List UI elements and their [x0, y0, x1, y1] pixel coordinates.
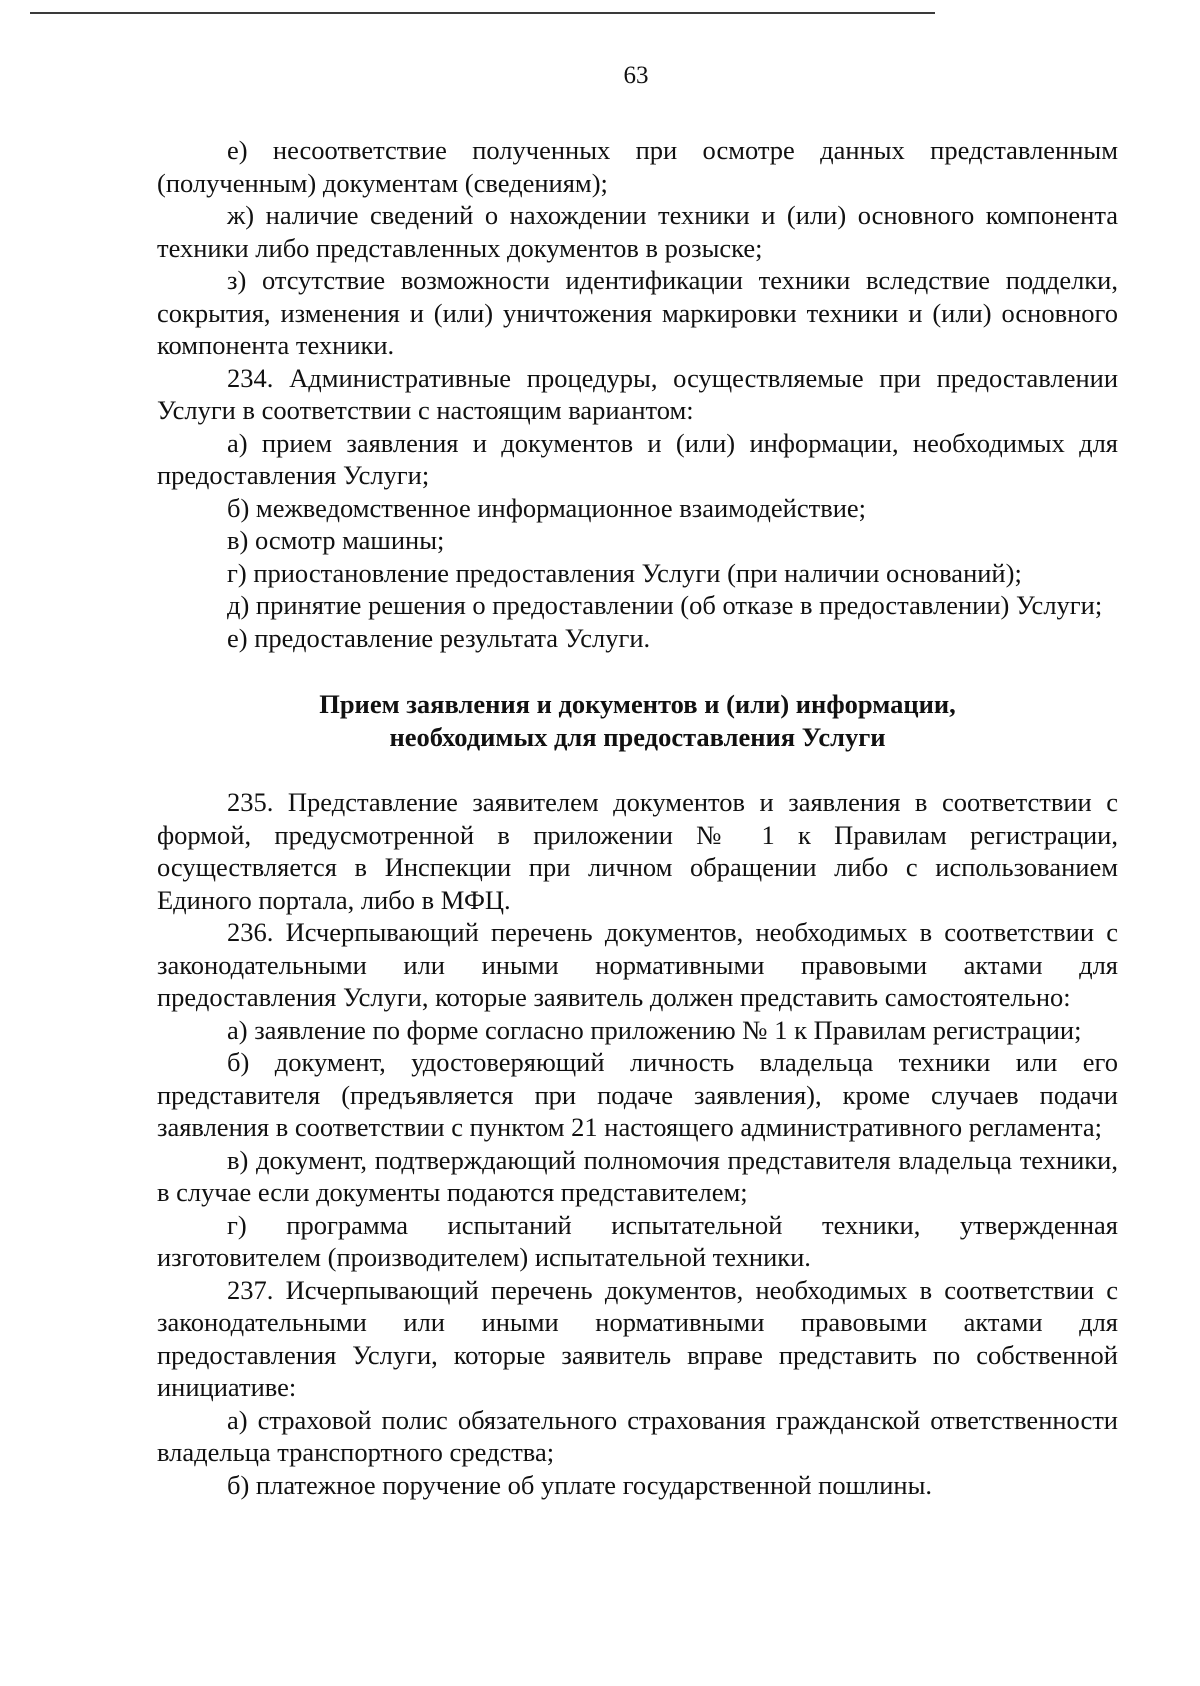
paragraph: г) программа испытаний испытательной техники, утвержденная изготовителем (производителем) испытательной техники. — [157, 1209, 1118, 1272]
paragraph: д) принятие решения о предоставлении (об отказе в предоставлении) Услуги; — [227, 590, 1103, 620]
paragraph: 234. Административные процедуры, осуществляемые при предоставлении Услуги в соответствии с настоящим вариантом: — [157, 362, 1118, 425]
paragraph: а) страховой полис обязательного страхования гражданской ответственности владельца транспортного средства; — [157, 1404, 1118, 1467]
paragraph: в) документ, подтверждающий полномочия представителя владельца техники, в случае если документы подаются представителем; — [157, 1144, 1118, 1207]
paragraph: 237. Исчерпывающий перечень документов, необходимых в соответствии с законодательными или иными нормативными правовыми актами для предоставления Услуги, которые заявитель вправе представить по собственной инициативе: — [157, 1274, 1118, 1402]
paragraph: е) предоставление результата Услуги. — [227, 622, 651, 653]
paragraph: а) заявление по форме согласно приложению № 1 к Правилам регистрации; — [227, 1014, 1082, 1045]
section-heading — [157, 688, 1118, 754]
paragraph: б) межведомственное информационное взаимодействие; — [227, 492, 867, 523]
paragraph: 235. Представление заявителем документов и заявления в соответствии с формой, предусмотренной в приложении № 1 к Правилам регистрации, осуществляется в Инспекции при личном обращении либо с использованием Единого портала, либо в МФЦ. — [157, 787, 1118, 915]
section-heading-line-2: необходимых для предоставления Услуги — [389, 722, 886, 752]
paragraph: а) прием заявления и документов и (или) информации, необходимых для предоставления Услуги; — [157, 427, 1118, 490]
paragraph: г) приостановление предоставления Услуги (при наличии оснований); — [227, 557, 1022, 588]
paragraph: з) отсутствие возможности идентификации техники вследствие подделки, сокрытия, изменения и (или) уничтожения маркировки техники и (или) основного компонента техники. — [157, 265, 1118, 360]
paragraph: ж) наличие сведений о нахождении техники и (или) основного компонента техники либо представленных документов в розыске; — [157, 200, 1118, 263]
paragraph: в) осмотр машины; — [227, 525, 445, 555]
document-body — [157, 134, 1118, 1501]
paragraph: 236. Исчерпывающий перечень документов, необходимых в соответствии с законодательными или иными нормативными правовыми актами для предоставления Услуги, которые заявитель должен представить самостоятельно: — [157, 917, 1118, 1012]
page-number: 63 — [623, 62, 649, 89]
paragraph: е) несоответствие полученных при осмотре данных представленным (полученным) документам (сведениям); — [157, 135, 1118, 198]
top-rule — [30, 12, 935, 14]
paragraph: б) платежное поручение об уплате государственной пошлины. — [227, 1469, 933, 1500]
section-heading-line-1: Прием заявления и документов и (или) информации, — [319, 689, 956, 719]
paragraph: б) документ, удостоверяющий личность владельца техники или его представителя (предъявляется при подаче заявления), кроме случаев подачи заявления в соответствии с пунктом 21 настоящего административного регламента; — [157, 1047, 1118, 1142]
